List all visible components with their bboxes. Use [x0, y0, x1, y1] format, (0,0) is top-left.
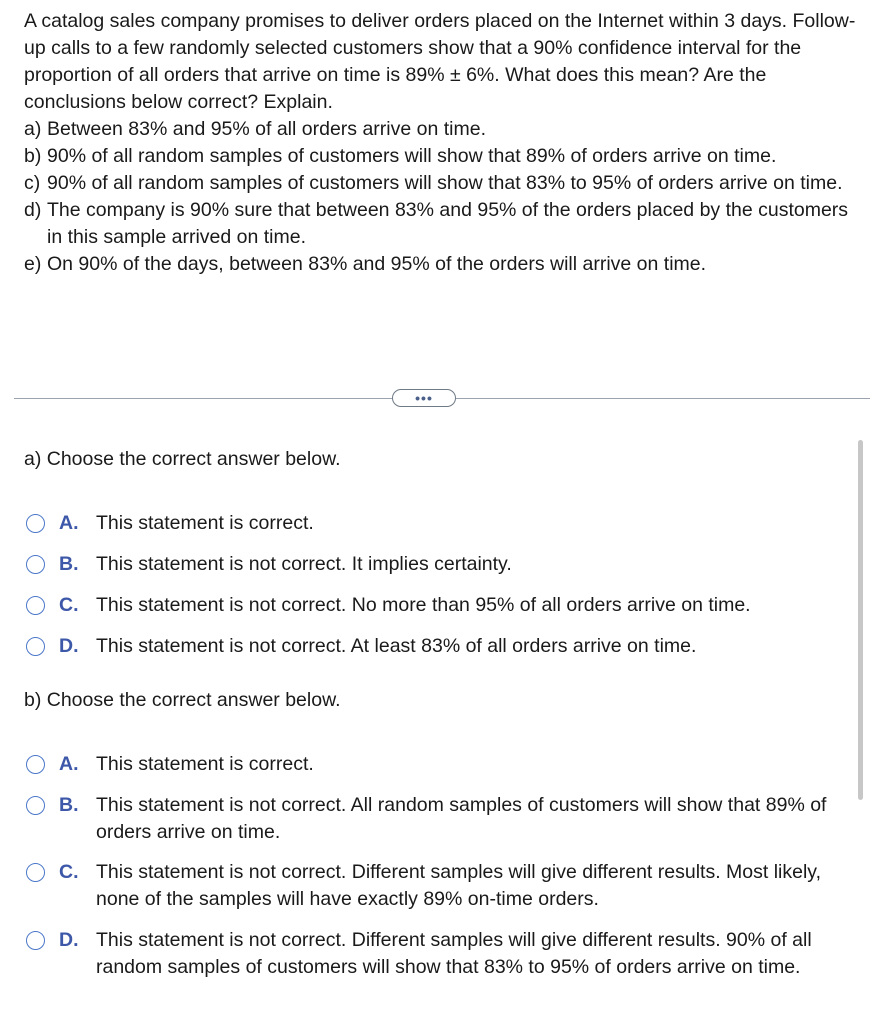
ellipsis-icon: ••• — [415, 390, 433, 406]
option-letter: C. — [59, 861, 79, 883]
radio-button[interactable] — [26, 931, 45, 950]
radio-button[interactable] — [26, 555, 45, 574]
statement-b — [24, 143, 864, 170]
option-letter: D. — [59, 929, 79, 951]
statement-letter: e) — [24, 253, 42, 275]
statement-text: On 90% of the days, between 83% and 95% of the orders will arrive on time. — [47, 253, 707, 275]
radio-button[interactable] — [26, 863, 45, 882]
statement-letter: a) — [24, 118, 42, 140]
option-text: This statement is not correct. No more than 95% of all orders arrive on time. — [96, 594, 751, 616]
option-text: This statement is not correct. At least 83% of all orders arrive on time. — [96, 635, 697, 657]
part-b-option-a[interactable] — [26, 751, 846, 778]
statement-letter: b) — [24, 145, 42, 167]
option-text: This statement is correct. — [96, 753, 314, 775]
statement-c — [24, 170, 864, 197]
statement-text: 90% of all random samples of customers will show that 83% to 95% of orders arrive on time. — [47, 172, 843, 194]
part-b-option-c[interactable] — [26, 859, 846, 913]
radio-button[interactable] — [26, 637, 45, 656]
part-a-option-d[interactable] — [26, 633, 846, 660]
option-letter: B. — [59, 553, 79, 575]
statement-text: The company is 90% sure that between 83% and 95% of the orders placed by the customers in this sample arrived on time. — [47, 199, 849, 248]
option-text: This statement is not correct. All random samples of customers will show that 89% of orders arrive on time. — [96, 794, 827, 843]
option-text: This statement is not correct. Different samples will give different results. Most likely, none of the samples will have exactly 89% on-time orders. — [96, 861, 822, 910]
option-text: This statement is correct. — [96, 512, 314, 534]
option-text: This statement is not correct. It implies certainty. — [96, 553, 512, 575]
radio-button[interactable] — [26, 796, 45, 815]
statement-e — [24, 251, 864, 278]
question-stem: A catalog sales company promises to deliver orders placed on the Internet within 3 days. Follow-up calls to a few randomly selected customers show that a 90% confidence interval for the proportion of all orders that arrive on time is 89% ± 6%. What does this mean? Are the conclusions below correct? Explain. — [24, 10, 856, 113]
question-statements — [24, 116, 864, 278]
question-block — [24, 8, 864, 278]
option-letter: B. — [59, 794, 79, 816]
statement-letter: c) — [24, 172, 41, 194]
part-a-option-b[interactable] — [26, 551, 846, 578]
scrollbar[interactable] — [858, 440, 863, 800]
section-divider — [14, 390, 870, 406]
radio-button[interactable] — [26, 755, 45, 774]
option-letter: A. — [59, 512, 79, 534]
option-letter: D. — [59, 635, 79, 657]
more-button[interactable] — [392, 389, 456, 407]
statement-text: Between 83% and 95% of all orders arrive on time. — [47, 118, 486, 140]
part-b-prompt: b) Choose the correct answer below. — [24, 689, 341, 711]
option-text: This statement is not correct. Different samples will give different results. 90% of all random samples of customers will show that 83% to 95% of orders arrive on time. — [96, 929, 812, 978]
statement-d — [24, 197, 864, 251]
statement-text: 90% of all random samples of customers will show that 89% of orders arrive on time. — [47, 145, 777, 167]
option-letter: C. — [59, 594, 79, 616]
statement-a — [24, 116, 864, 143]
part-a-prompt: a) Choose the correct answer below. — [24, 448, 341, 470]
part-b-option-b[interactable] — [26, 792, 846, 846]
part-a-option-a[interactable] — [26, 510, 846, 537]
statement-letter: d) — [24, 199, 42, 221]
radio-button[interactable] — [26, 596, 45, 615]
option-letter: A. — [59, 753, 79, 775]
radio-button[interactable] — [26, 514, 45, 533]
part-a-option-c[interactable] — [26, 592, 846, 619]
part-b-option-d[interactable] — [26, 927, 846, 981]
